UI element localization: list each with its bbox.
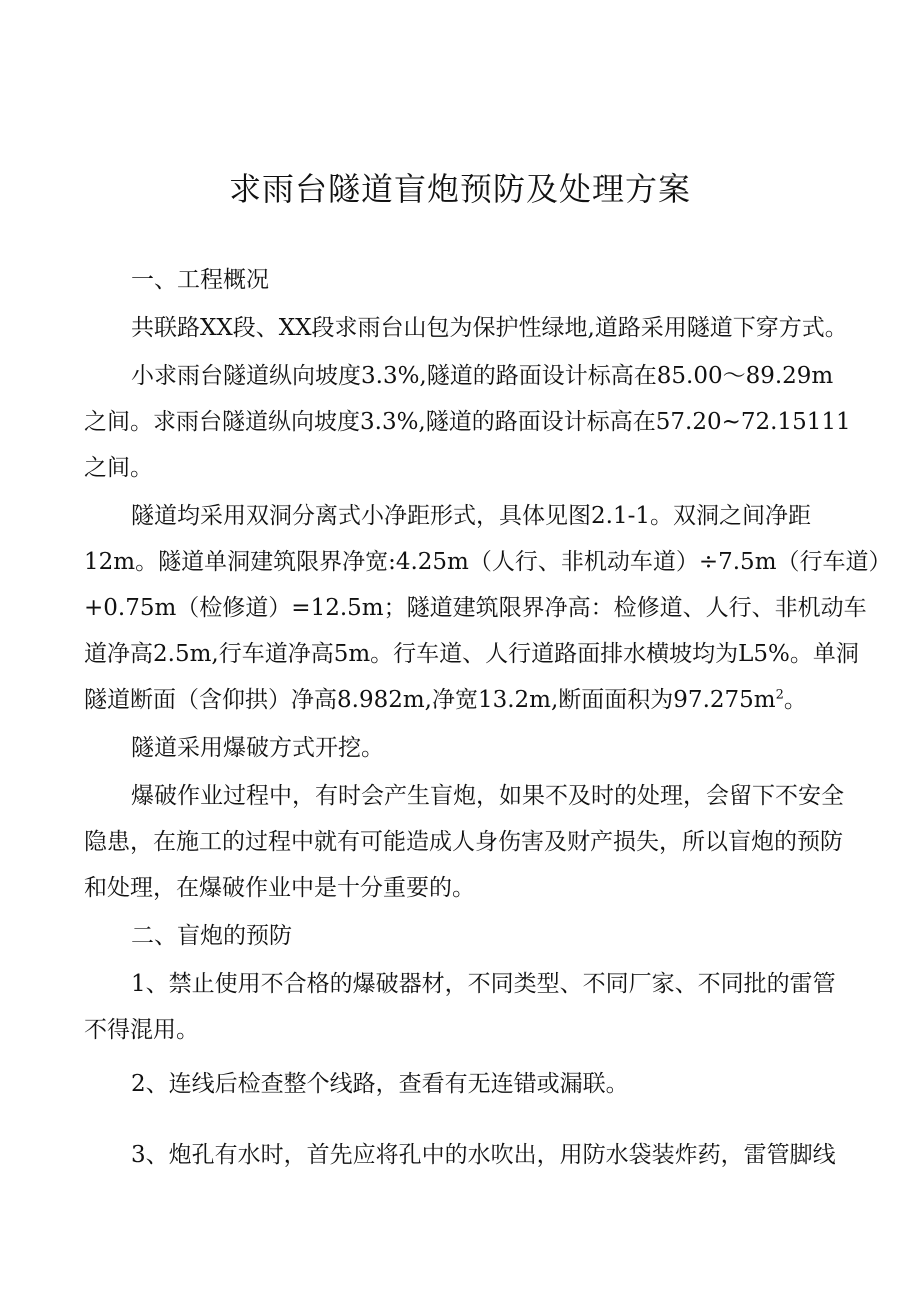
paragraph-line: 之间。求雨台隧道纵向坡度3.3%,隧道的路面设计标高在57.20~72.15111 bbox=[84, 409, 851, 435]
paragraph-line: 12m。隧道单洞建筑限界净宽:4.25m（人行、非机动车道）÷7.5m（行车道） bbox=[84, 549, 892, 575]
superscript: 2 bbox=[775, 687, 784, 703]
section-heading-overview: 一、工程概况 bbox=[131, 267, 269, 293]
paragraph-line bbox=[84, 685, 807, 715]
paragraph-line: 和处理，在爆破作业中是十分重要的。 bbox=[84, 875, 475, 901]
paragraph-line: 隐患，在施工的过程中就有可能造成人身伤害及财产损失，所以盲炮的预防 bbox=[84, 829, 843, 855]
paragraph-text: 。 bbox=[783, 687, 807, 713]
paragraph-line: +0.75m（检修道）=12.5m；隧道建筑限界净高：检修道、人行、非机动车 bbox=[84, 595, 867, 621]
paragraph-text: 隧道断面（含仰拱）净高8.982m,净宽13.2m,断面面积为97.275m bbox=[84, 687, 776, 713]
paragraph-line: 共联路XX段、XX段求雨台山包为保护性绿地,道路采用隧道下穿方式。 bbox=[131, 315, 848, 341]
list-item-continuation: 不得混用。 bbox=[84, 1017, 199, 1043]
document-title: 求雨台隧道盲炮预防及处理方案 bbox=[228, 170, 691, 208]
paragraph-line: 道净高2.5m,行车道净高5m。行车道、人行道路面排水横坡均为L5%。单洞 bbox=[84, 641, 859, 667]
list-item: 2、连线后检查整个线路，查看有无连错或漏联。 bbox=[131, 1071, 629, 1097]
paragraph-line: 隧道均采用双洞分离式小净距形式，具体见图2.1-1。双洞之间净距 bbox=[131, 503, 811, 529]
section-heading-prevention: 二、盲炮的预防 bbox=[131, 923, 292, 949]
paragraph-line: 爆破作业过程中，有时会产生盲炮，如果不及时的处理，会留下不安全 bbox=[131, 783, 844, 809]
paragraph-line: 之间。 bbox=[84, 455, 153, 481]
paragraph-line: 隧道采用爆破方式开挖。 bbox=[131, 735, 384, 761]
paragraph-line: 小求雨台隧道纵向坡度3.3%,隧道的路面设计标高在85.00～89.29m bbox=[131, 363, 834, 389]
list-item: 3、炮孔有水时，首先应将孔中的水吹出，用防水袋装炸药，雷管脚线 bbox=[131, 1142, 836, 1168]
list-item: 1、禁止使用不合格的爆破器材，不同类型、不同厂家、不同批的雷管 bbox=[131, 971, 836, 997]
